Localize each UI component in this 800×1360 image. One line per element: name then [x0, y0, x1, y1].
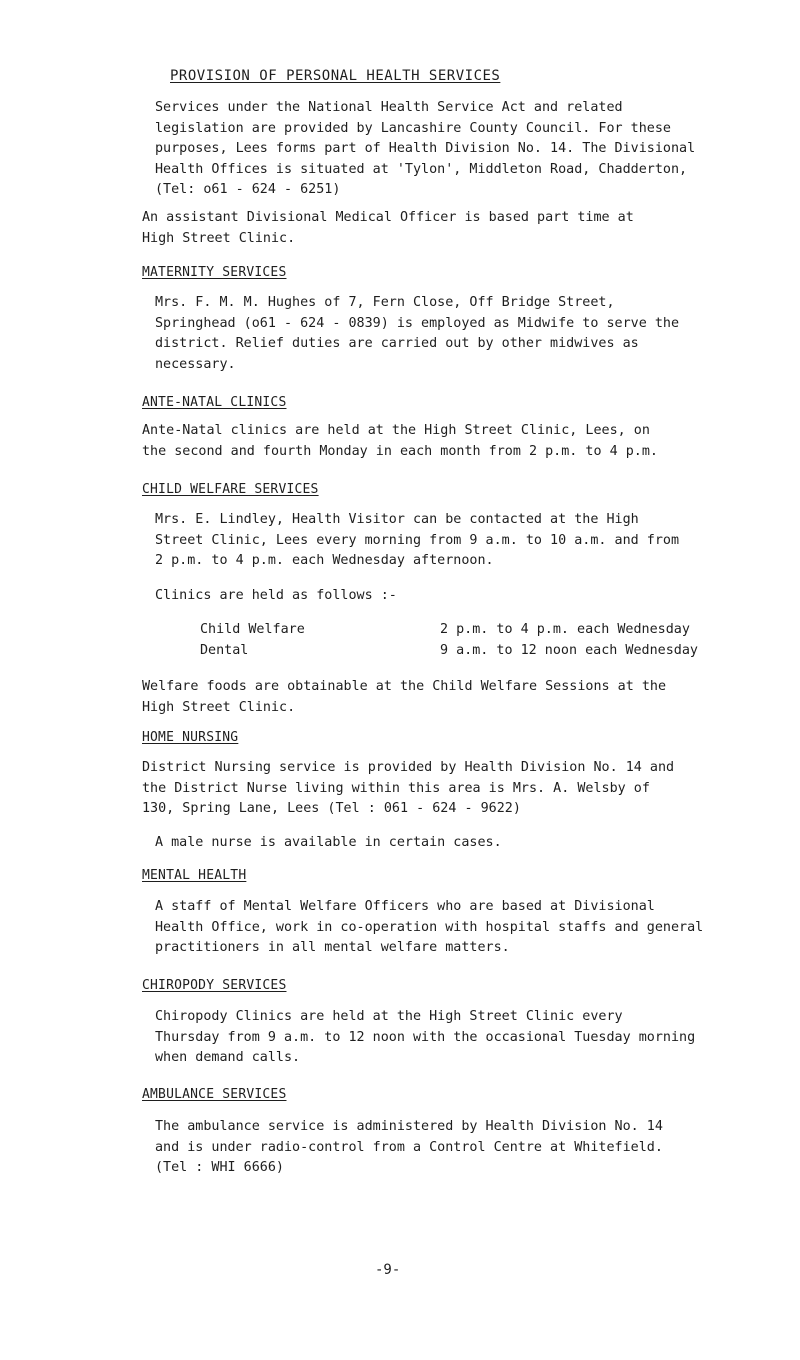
ante-natal-heading: ANTE-NATAL CLINICS	[142, 395, 287, 410]
child-welfare-paragraph: Mrs. E. Lindley, Health Visitor can be contacted at the High Street Clinic, Lees every morning from 9 a.m. to 10 a.m. and from 2 p.m. to 4 p.m. each Wednesday afternoon.	[155, 512, 680, 568]
ambulance-heading: AMBULANCE SERVICES	[142, 1087, 287, 1102]
home-nursing-paragraph: District Nursing service is provided by Health Division No. 14 and the District Nurse living within this area is Mrs. A. Welsby of 130, Spring Lane, Lees (Tel : 061 - 624 - 9622)	[142, 760, 675, 816]
assistant-officer-paragraph: An assistant Divisional Medical Officer is based part time at High Street Clinic.	[142, 210, 634, 246]
clinic-name-dental: Dental	[200, 643, 249, 658]
clinics-intro: Clinics are held as follows :-	[155, 588, 397, 603]
intro-paragraph: Services under the National Health Service Act and related legislation are provided by Lancashire County Council. For these purposes, Lees forms part of Health Division No. 14. The Divisional Health Offices is situated at 'Tylon', Middleton Road, Chadderton, (Tel: o61 - 624 - 6251)	[155, 100, 696, 197]
maternity-paragraph: Mrs. F. M. M. Hughes of 7, Fern Close, Off Bridge Street, Springhead (o61 - 624 - 0839) is employed as Midwife to serve the district. Relief duties are carried out by other midwives as necessary.	[155, 295, 680, 372]
welfare-foods-paragraph: Welfare foods are obtainable at the Child Welfare Sessions at the High Street Clinic.	[142, 679, 667, 715]
clinic-time-dental: 9 a.m. to 12 noon each Wednesday	[440, 643, 698, 658]
ante-natal-paragraph: Ante-Natal clinics are held at the High Street Clinic, Lees, on the second and fourth Monday in each month from 2 p.m. to 4 p.m.	[142, 423, 658, 459]
mental-health-heading: MENTAL HEALTH	[142, 868, 247, 883]
chiropody-paragraph: Chiropody Clinics are held at the High Street Clinic every Thursday from 9 a.m. to 12 noon with the occasional Tuesday morning when demand calls.	[155, 1009, 696, 1065]
mental-health-paragraph: A staff of Mental Welfare Officers who are based at Divisional Health Office, work in co-operation with hospital staffs and general practitioners in all mental welfare matters.	[155, 899, 704, 955]
male-nurse-note: A male nurse is available in certain cases.	[155, 835, 502, 850]
home-nursing-heading: HOME NURSING	[142, 730, 239, 745]
chiropody-heading: CHIROPODY SERVICES	[142, 978, 287, 993]
clinic-name-child-welfare: Child Welfare	[200, 622, 305, 637]
clinic-time-child-welfare: 2 p.m. to 4 p.m. each Wednesday	[440, 622, 690, 637]
ambulance-paragraph: The ambulance service is administered by Health Division No. 14 and is under radio-control from a Control Centre at Whitefield. (Tel : WHI 6666)	[155, 1119, 663, 1175]
page-title: PROVISION OF PERSONAL HEALTH SERVICES	[170, 68, 501, 84]
maternity-heading: MATERNITY SERVICES	[142, 265, 287, 280]
page-number: -9-	[375, 1262, 401, 1278]
child-welfare-heading: CHILD WELFARE SERVICES	[142, 482, 319, 497]
